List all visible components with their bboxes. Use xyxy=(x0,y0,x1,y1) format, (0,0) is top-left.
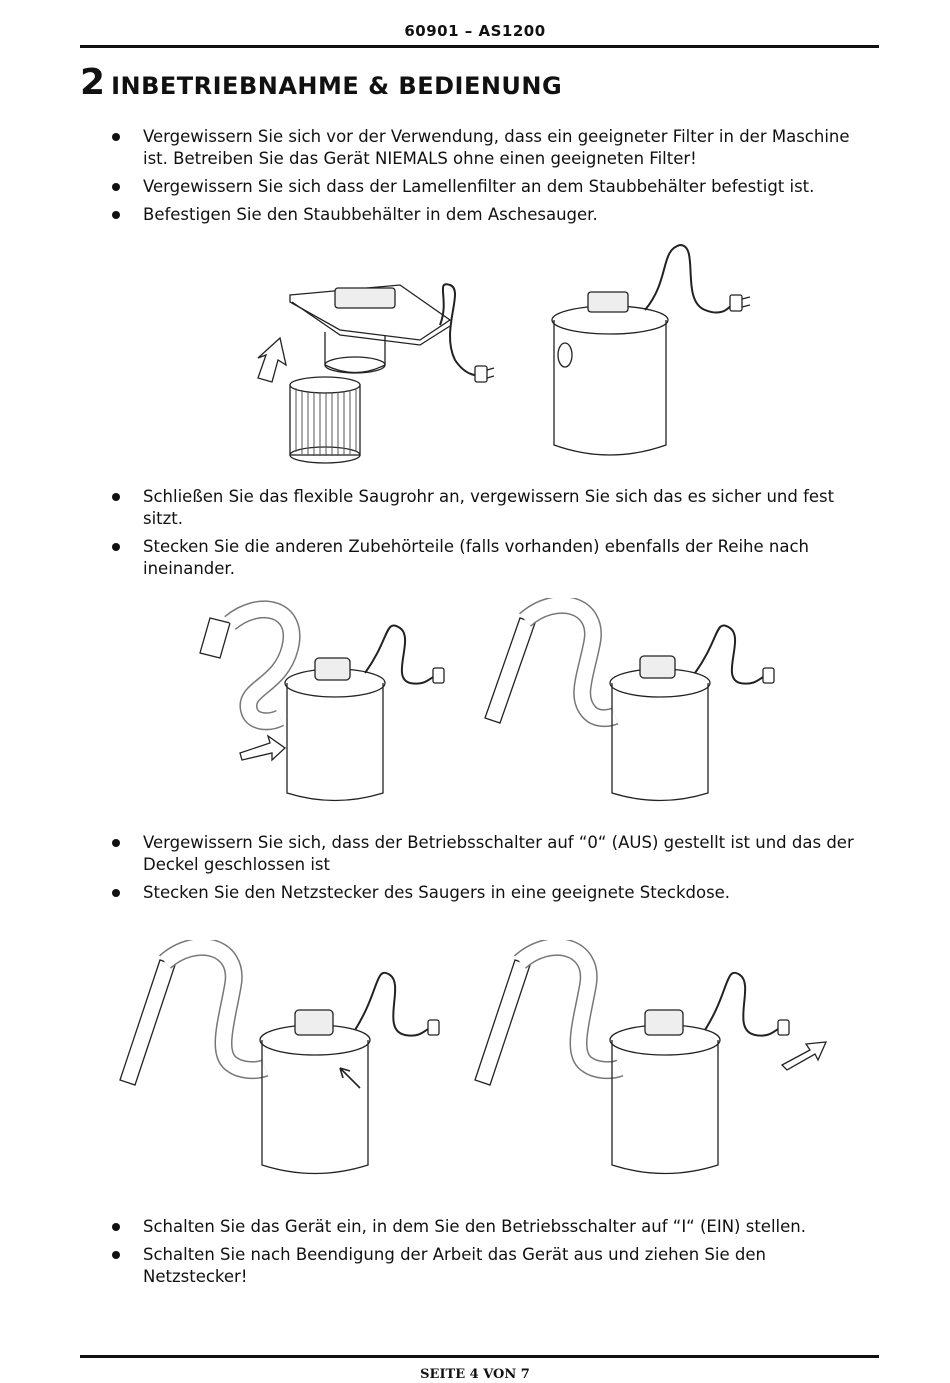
list-item: Befestigen Sie den Staubbehälter in dem Aschesauger. xyxy=(112,204,872,226)
filter-assembly-illustration xyxy=(250,240,510,465)
page-number: SEITE 4 VON 7 xyxy=(420,1367,530,1382)
canister-with-filter-illustration xyxy=(540,240,760,460)
hose-attach-illustration-2 xyxy=(480,598,780,808)
list-item: Schalten Sie nach Beendigung der Arbeit das Gerät aus und ziehen Sie den Netzstecker! xyxy=(112,1244,872,1288)
document-id: 60901 – AS1200 xyxy=(404,22,546,40)
section-number: 2 xyxy=(80,62,106,103)
list-item: Stecken Sie die anderen Zubehörteile (falls vorhanden) ebenfalls der Reihe nach ineinander. xyxy=(112,536,872,580)
list-item: Schalten Sie das Gerät ein, in dem Sie den Betriebsschalter auf “I“ (EIN) stellen. xyxy=(112,1216,872,1238)
list-item: Stecken Sie den Netzstecker des Saugers in eine geeignete Steckdose. xyxy=(112,882,872,904)
steps-list-3 xyxy=(112,832,872,910)
plug-in-illustration xyxy=(470,940,840,1180)
list-item: Vergewissern Sie sich vor der Verwendung, dass ein geeigneter Filter in der Maschine ist. Betreiben Sie das Gerät NIEMALS ohne einen geeigneten Filter! xyxy=(112,126,872,170)
hose-attach-illustration-1 xyxy=(190,598,470,808)
steps-list-2 xyxy=(112,486,872,586)
header-rule xyxy=(80,45,879,48)
switch-off-illustration xyxy=(115,940,475,1180)
section-title: INBETRIEBNAHME & BEDIENUNG xyxy=(111,72,563,100)
list-item: Schließen Sie das flexible Saugrohr an, vergewissern Sie sich das es sicher und fest sitzt. xyxy=(112,486,872,530)
section-heading xyxy=(80,62,562,103)
footer-rule xyxy=(80,1355,879,1358)
steps-list-4 xyxy=(112,1216,872,1294)
steps-list-1 xyxy=(112,126,872,232)
list-item: Vergewissern Sie sich, dass der Betriebsschalter auf “0“ (AUS) gestellt ist und das der Deckel geschlossen ist xyxy=(112,832,872,876)
list-item: Vergewissern Sie sich dass der Lamellenfilter an dem Staubbehälter befestigt ist. xyxy=(112,176,872,198)
